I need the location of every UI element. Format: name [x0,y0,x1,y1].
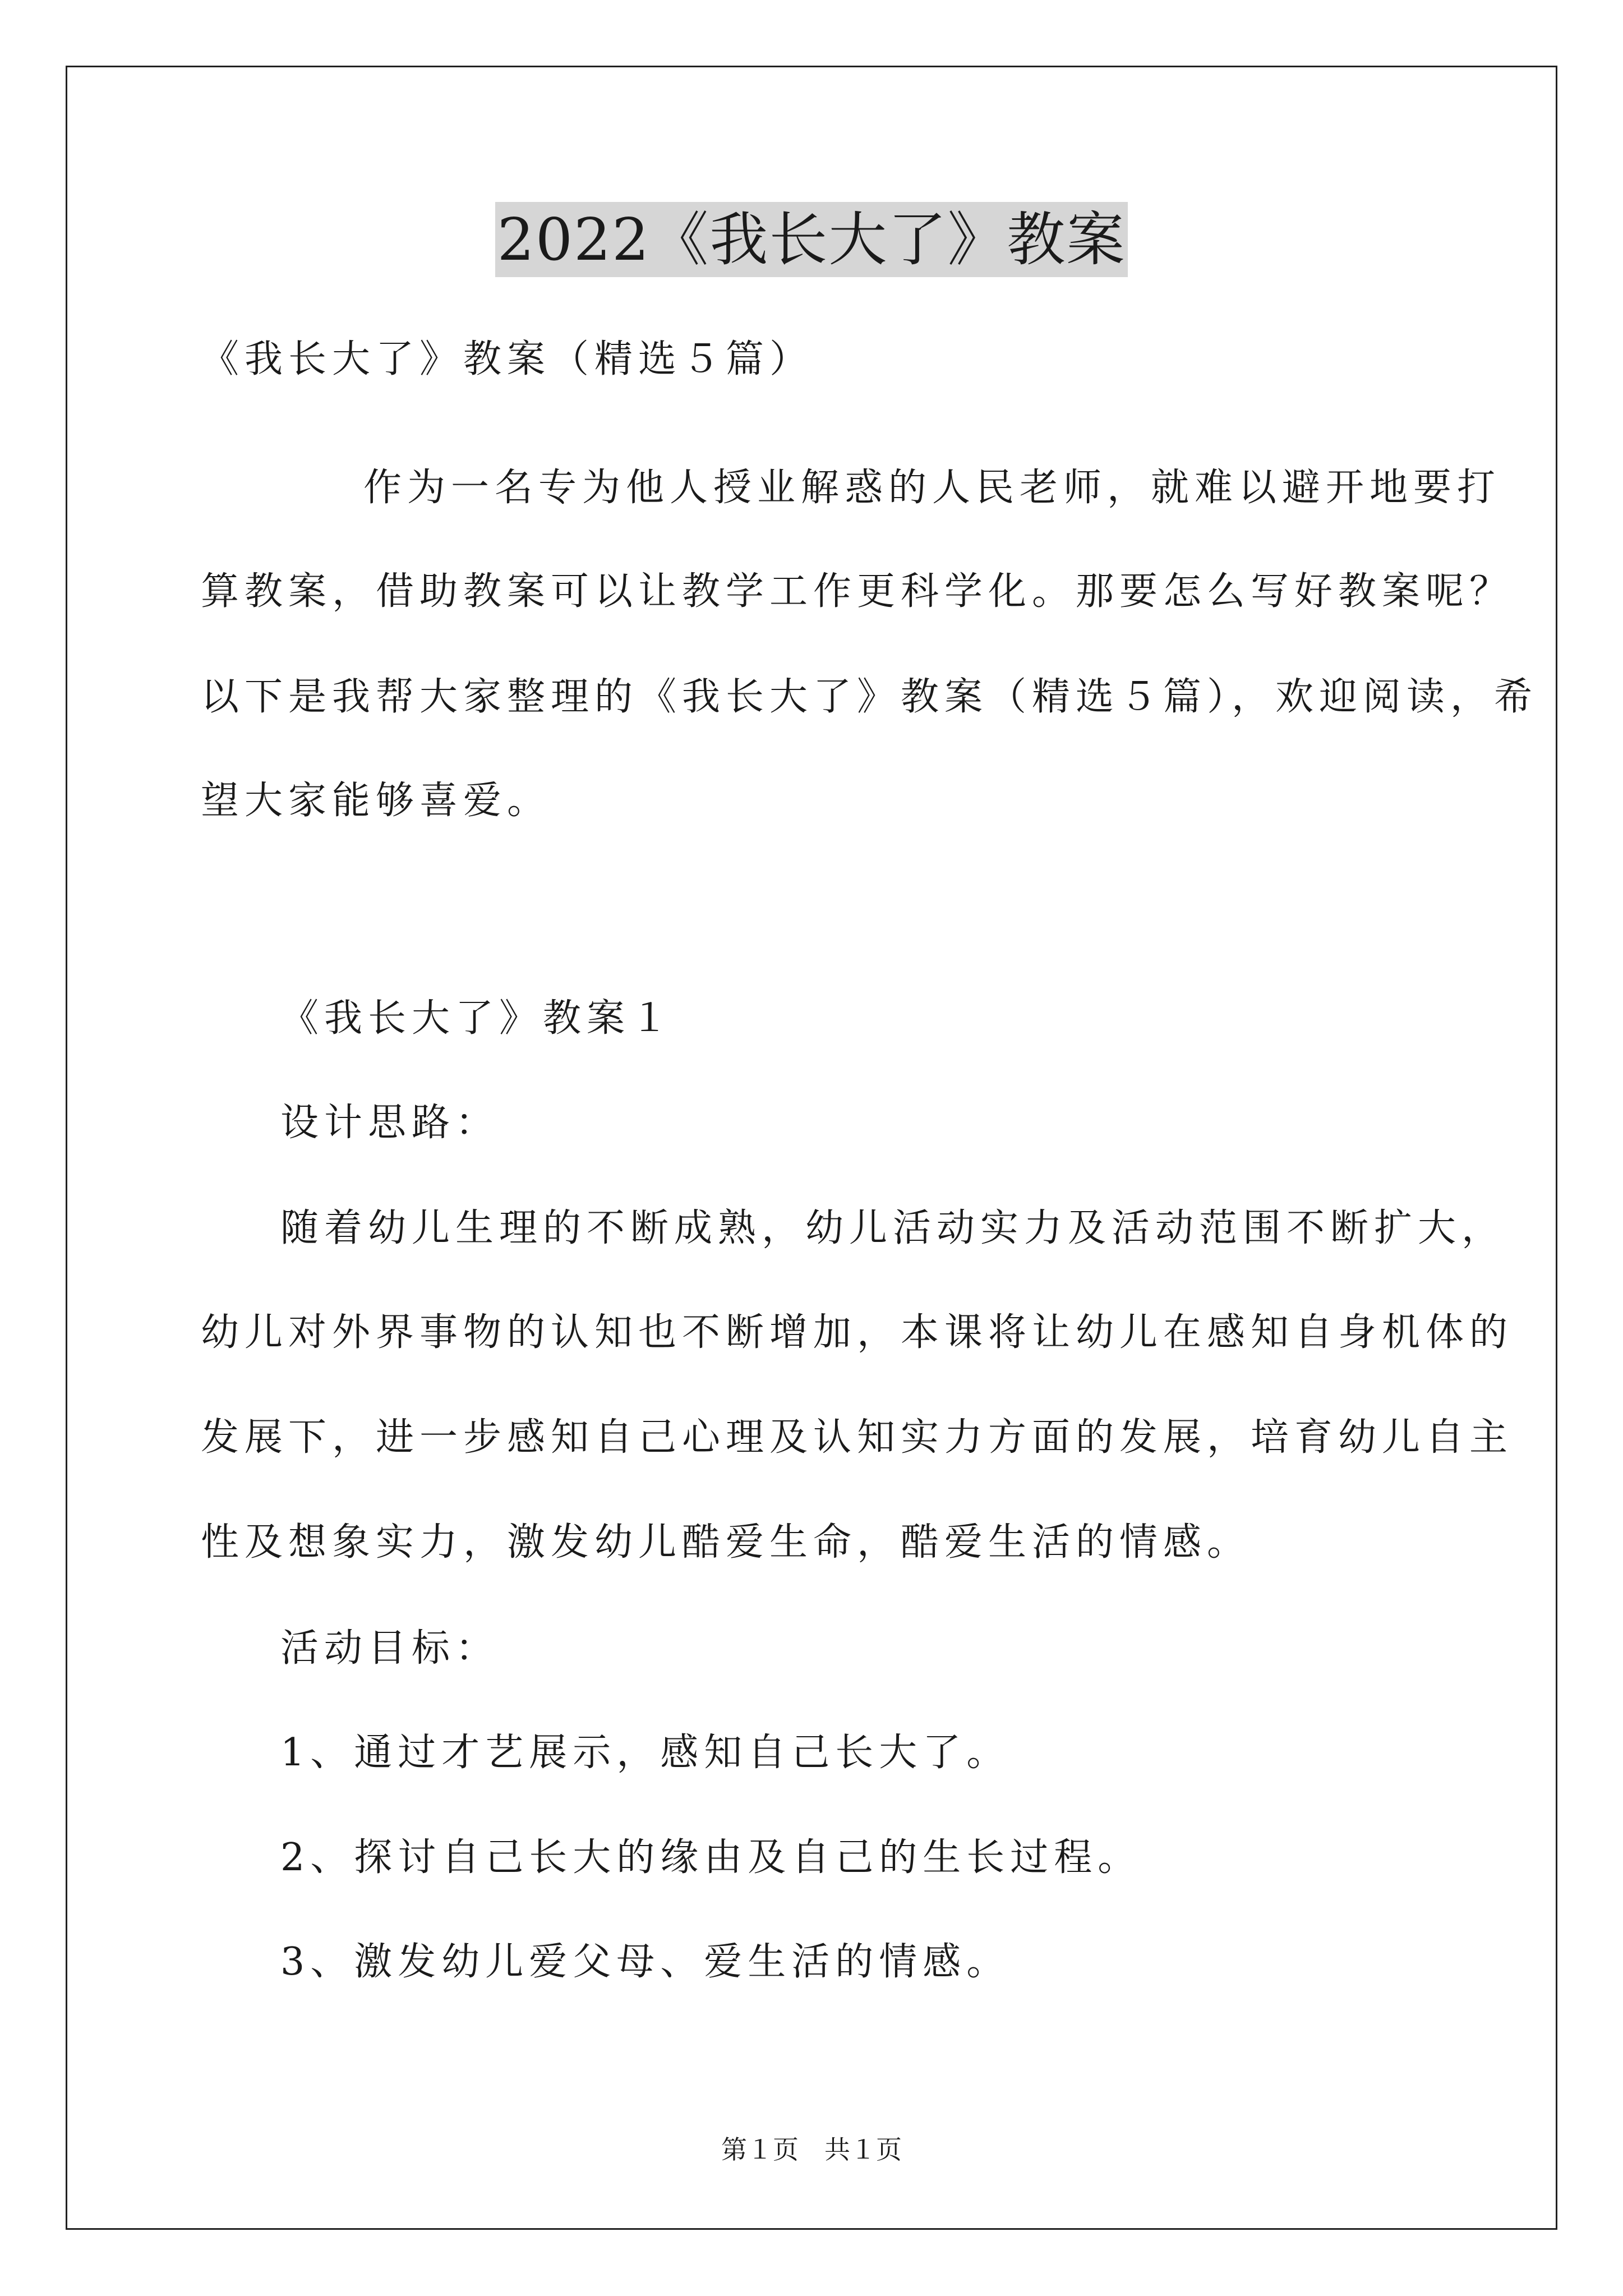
intro-line-4: 望大家能够喜爱。 [201,779,551,823]
design-line-2: 幼儿对外界事物的认知也不断增加，本课将让幼儿在感知自身机体的 [201,1310,1514,1355]
title-container [0,202,1623,277]
goals-heading: 活动目标： [280,1626,500,1671]
goal-item-1: 1、通过才艺展示，感知自己长大了。 [280,1731,1011,1775]
document-subtitle: 《我长大了》教案（精选５篇） [201,337,814,381]
goal-item-3: 3、激发幼儿爱父母、爱生活的情感。 [280,1940,1011,1984]
document-title: 2022《我长大了》教案 [495,202,1128,277]
goal-item-2: 2、探讨自己长大的缘由及自己的生长过程。 [280,1835,1142,1880]
intro-line-1: 作为一名专为他人授业解惑的人民老师，就难以避开地要打 [363,466,1501,510]
design-line-1: 随着幼儿生理的不断成熟，幼儿活动实力及活动范围不断扩大， [280,1206,1506,1250]
design-line-4: 性及想象实力，激发幼儿酷爱生命，酷爱生活的情感。 [201,1520,1251,1565]
design-heading: 设计思路： [280,1101,500,1145]
design-line-3: 发展下，进一步感知自己心理及认知实力方面的发展，培育幼儿自主 [201,1415,1514,1460]
intro-line-2: 算教案，借助教案可以让教学工作更科学化。那要怎么写好教案呢？ [201,569,1514,614]
section-heading: 《我长大了》教案１ [280,996,675,1041]
intro-line-3: 以下是我帮大家整理的《我长大了》教案（精选５篇），欢迎阅读，希 [201,675,1538,719]
page-footer: 第１页 共１页 [721,2134,902,2165]
